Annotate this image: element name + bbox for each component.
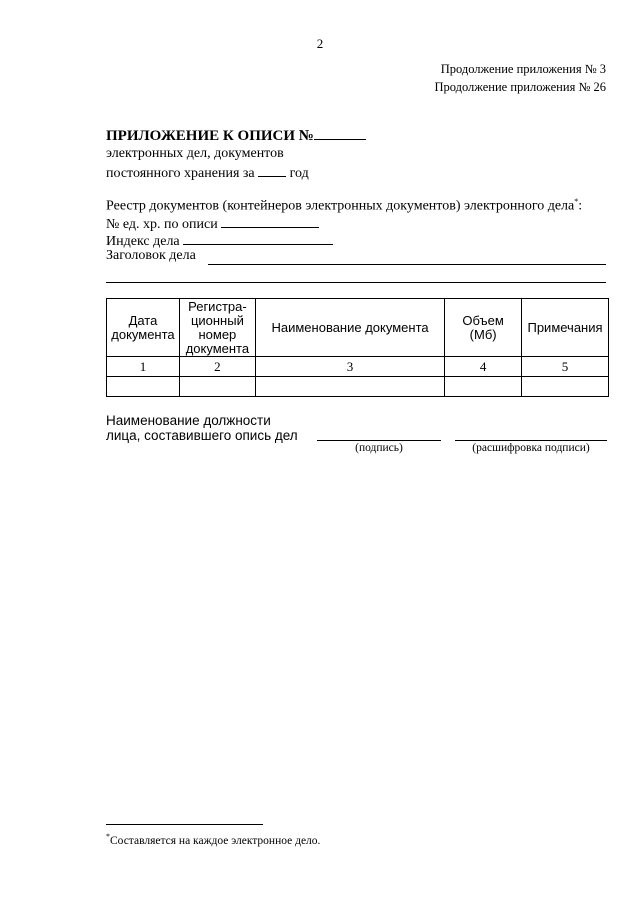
- header-date-line-1: Дата: [128, 312, 158, 328]
- appendix-title: [106, 126, 366, 145]
- header-volume-line-2: (Мб): [469, 326, 497, 342]
- registry-text: Реестр документов (контейнеров электронных документов) электронного дела: [106, 198, 575, 214]
- header-date: [107, 299, 180, 357]
- table-cell: [445, 377, 522, 397]
- signature-decode-caption: (расшифровка подписи): [472, 442, 590, 454]
- column-number: 1: [107, 357, 180, 377]
- registry-colon: :: [578, 198, 583, 214]
- table-row: [107, 377, 609, 397]
- header-notes: [522, 299, 609, 357]
- subtitle-year-word: год: [289, 166, 309, 181]
- subtitle-line-2: [106, 163, 309, 182]
- footnote-separator: [106, 824, 263, 825]
- subtitle-line-1: электронных дел, документов: [106, 146, 284, 161]
- registry-footnote-mark: *: [574, 197, 579, 206]
- header-reg-line-4: документа: [185, 340, 250, 356]
- column-number: 4: [445, 357, 522, 377]
- header-doc-name-line-1: Наименование документа: [271, 319, 429, 335]
- signature-line: [317, 440, 441, 441]
- header-reg-line-2: ционный: [190, 312, 244, 328]
- field-item-number-label: № ед. хр. по описи: [106, 217, 218, 232]
- footnote-mark: *: [106, 832, 110, 841]
- appendix-title-text: ПРИЛОЖЕНИЕ К ОПИСИ №: [106, 128, 314, 144]
- column-number: 2: [179, 357, 255, 377]
- footnote: [106, 832, 320, 847]
- signer-position-line-1: Наименование должности: [106, 413, 271, 428]
- header-reg-number: [179, 299, 255, 357]
- signature-decode-line: [455, 440, 607, 441]
- subtitle-storage-text: постоянного хранения за: [106, 166, 255, 181]
- year-blank: [258, 163, 286, 177]
- table-cell: [522, 377, 609, 397]
- table-cell: [179, 377, 255, 397]
- continuation-appendix-3: Продолжение приложения № 3: [440, 62, 606, 76]
- column-number: 5: [522, 357, 609, 377]
- table-cell: [107, 377, 180, 397]
- footnote-text: Составляется на каждое электронное дело.: [110, 834, 321, 847]
- table-number-row: [107, 357, 609, 377]
- inventory-number-blank: [314, 126, 366, 140]
- table-cell: [255, 377, 444, 397]
- field-heading-label: Заголовок дела: [106, 248, 196, 263]
- item-number-blank: [221, 214, 319, 228]
- signer-position-line-2: лица, составившего опись дел: [106, 428, 298, 443]
- table-header-row: [107, 299, 609, 357]
- header-reg-line-3: номер: [198, 326, 237, 342]
- continuation-appendix-26: Продолжение приложения № 26: [434, 80, 606, 94]
- header-notes-line-1: Примечания: [527, 319, 603, 335]
- header-reg-line-1: Регистра-: [188, 298, 247, 314]
- header-volume-line-1: Объем: [462, 312, 504, 328]
- page-number: 2: [316, 36, 324, 51]
- column-number: 3: [255, 357, 444, 377]
- heading-blank-2: [106, 282, 606, 283]
- signature-caption: (подпись): [355, 442, 403, 454]
- documents-table: [106, 298, 609, 397]
- header-doc-name: [255, 299, 444, 357]
- index-blank: [183, 231, 333, 245]
- field-index-label: Индекс дела: [106, 234, 180, 249]
- registry-heading: [106, 197, 582, 215]
- header-date-line-2: документа: [111, 326, 175, 342]
- field-heading: [106, 248, 196, 264]
- heading-blank-1: [208, 264, 606, 265]
- header-volume: [445, 299, 522, 357]
